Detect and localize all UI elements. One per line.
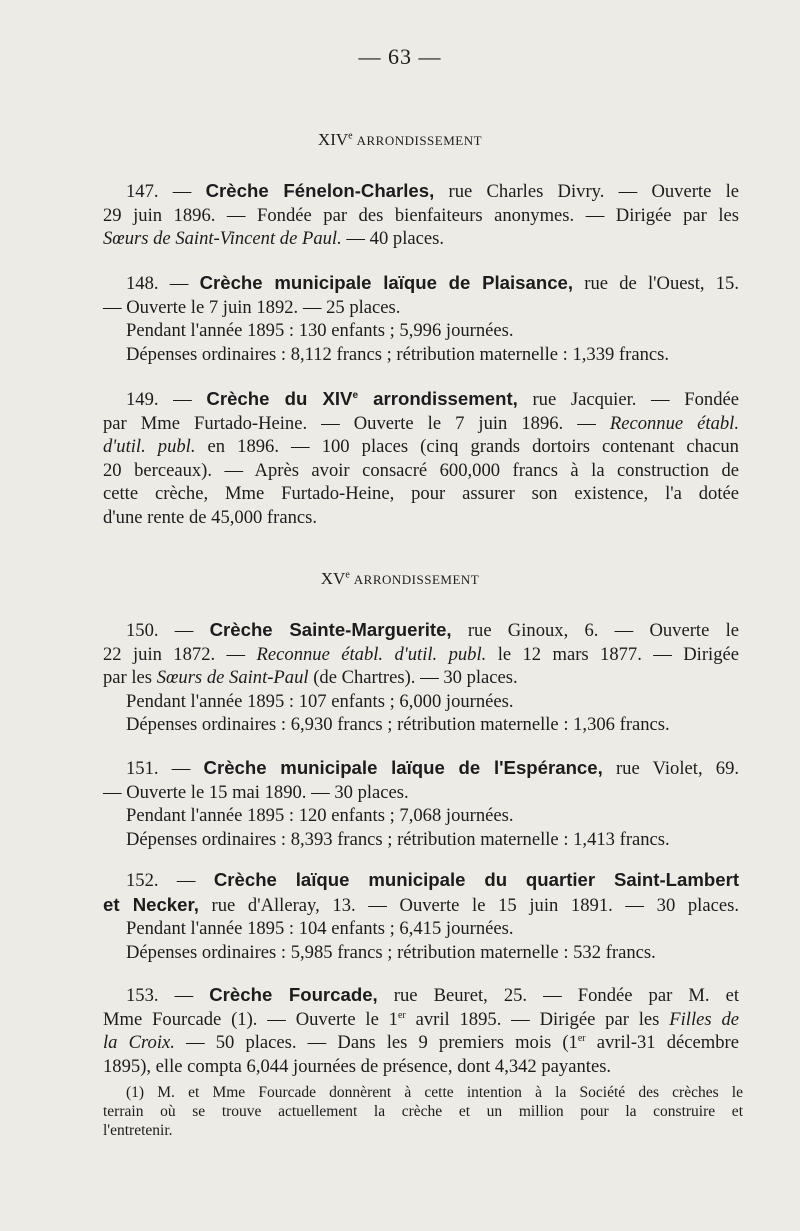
entry-151 [103, 756, 739, 851]
entry-line [103, 271, 739, 296]
section-word: ARRONDISSEMENT [353, 572, 480, 587]
entry-line: Pendant l'année 1895 : 130 enfants ; 5,996 journées. [126, 320, 514, 341]
entry-text: avril 1895. — Dirigée par les [415, 1008, 660, 1030]
entry-line: 1895), elle compta 6,044 journées de présence, dont 4,342 payantes. [103, 1055, 612, 1077]
entry-number: 153. — [126, 985, 194, 1006]
page-number: — 63 — [358, 44, 442, 69]
entry-italic: Sœurs de Saint-Paul [156, 667, 309, 688]
entry-number: 147. — [126, 181, 192, 202]
entry-152 [103, 868, 739, 964]
entry-line [103, 1008, 739, 1032]
entry-line: 20 berceaux). — Après avoir consacré 600,000 francs à la construction de [103, 459, 739, 481]
entry-line [103, 387, 739, 412]
entry-line [103, 618, 739, 643]
entry-line [103, 227, 739, 251]
entry-147 [103, 179, 739, 251]
entry-line: cette crèche, Mme Furtado-Heine, pour assurer son existence, l'a dotée [103, 483, 739, 504]
entry-number: 149. — [126, 389, 192, 410]
entry-text: rue Beuret, 25. — Fondée par M. et [393, 985, 740, 1006]
entry-148 [103, 271, 739, 366]
entry-line: d'une rente de 45,000 francs. [103, 506, 318, 528]
entry-text: le 12 mars 1877. — Dirigée [497, 643, 739, 665]
entry-line: Dépenses ordinaires : 6,930 francs ; rétribution maternelle : 1,306 francs. [126, 714, 670, 735]
entry-italic: Filles de [669, 1008, 739, 1030]
section-roman: XV [320, 569, 346, 588]
section-suffix: e [348, 130, 353, 142]
entry-text: — 50 places. — Dans les 9 premiers mois (1 [186, 1032, 578, 1053]
entry-153 [103, 983, 739, 1078]
entry-text: par les [103, 667, 153, 688]
entry-sup: er [397, 1009, 406, 1021]
entry-text: avril-31 décembre [596, 1032, 739, 1053]
entry-line: Pendant l'année 1895 : 120 enfants ; 7,068 journées. [126, 805, 514, 826]
entry-line: 29 juin 1896. — Fondée par des bienfaiteurs anonymes. — Dirigée par les [103, 204, 739, 226]
entry-text: rue de l'Ouest, 15. [584, 273, 739, 294]
creche-name: Crèche Fourcade, [209, 984, 378, 1005]
section-suffix: e [345, 569, 350, 581]
entry-line [103, 412, 739, 436]
creche-name [206, 388, 517, 409]
creche-name: Crèche municipale laïque de Plaisance, [199, 272, 574, 293]
creche-name-sup: e [352, 389, 358, 401]
creche-name: Crèche laïque municipale du quartier Saint-Lambert [213, 869, 740, 890]
entry-italic: Reconnue établ. [609, 412, 739, 434]
entry-line: Dépenses ordinaires : 5,985 francs ; rétribution maternelle : 532 francs. [126, 941, 656, 963]
entry-line: — Ouverte le 7 juin 1892. — 25 places. [103, 296, 401, 318]
entry-line: Pendant l'année 1895 : 107 enfants ; 6,000 journées. [126, 690, 514, 712]
footnote-line: (1) M. et Mme Fourcade donnèrent à cette intention à la Société des crèches le [126, 1084, 743, 1101]
entry-line: Dépenses ordinaires : 8,112 francs ; rétribution maternelle : 1,339 francs. [126, 343, 670, 365]
section-heading-xiv [0, 130, 800, 150]
entry-italic: d'util. publ. [103, 436, 196, 457]
creche-name: Crèche Fénelon-Charles, [205, 180, 435, 201]
footnote [103, 1083, 743, 1140]
entry-italic: Sœurs de Saint-Vincent de Paul. [103, 228, 342, 249]
entry-line [103, 893, 739, 918]
entry-text: rue Jacquier. — Fondée [532, 389, 740, 410]
entry-text: Mme Fourcade (1). — Ouverte le 1 [103, 1008, 398, 1030]
entry-line [103, 435, 739, 459]
entry-text: rue Violet, 69. [615, 758, 740, 779]
entry-text: 22 juin 1872. — [103, 643, 246, 665]
entry-number: 150. — [126, 620, 194, 641]
entry-line [103, 868, 739, 893]
creche-name: Crèche Sainte-Marguerite, [209, 619, 452, 640]
creche-name: et Necker, [103, 893, 199, 915]
entry-italic: la Croix. [103, 1032, 175, 1053]
entry-number: 151. — [126, 758, 191, 779]
creche-name-part: arrondissement, [373, 388, 518, 409]
entry-line [103, 1031, 739, 1055]
entry-line [103, 179, 739, 204]
creche-name-part: Crèche du XIV [206, 388, 353, 409]
entry-line [103, 666, 739, 690]
entry-line: Pendant l'année 1895 : 104 enfants ; 6,415 journées. [126, 918, 514, 939]
entry-line [103, 756, 739, 781]
entry-line: Dépenses ordinaires : 8,393 francs ; rétribution maternelle : 1,413 francs. [126, 828, 670, 850]
entry-sup: er [577, 1032, 586, 1044]
entry-text: rue d'Alleray, 13. — Ouverte le 15 juin 1891. — 30 places. [211, 894, 739, 916]
section-word: ARRONDISSEMENT [356, 133, 483, 148]
entry-text: — 40 places. [346, 228, 444, 249]
section-heading-xv [0, 569, 800, 589]
entry-text: par Mme Furtado-Heine. — Ouverte le 7 juin 1896. — [103, 412, 596, 434]
entry-text: rue Charles Divry. — Ouverte le [448, 181, 739, 202]
entry-text: en 1896. — 100 places (cinq grands dortoirs contenant chacun [207, 436, 739, 457]
section-roman: XIV [317, 130, 349, 149]
entry-italic: Reconnue établ. d'util. publ. [256, 643, 487, 665]
footnote-line: terrain où se trouve actuellement la crèche et un million pour la construire et [103, 1103, 743, 1120]
entry-150 [103, 618, 739, 737]
entry-number: 152. — [126, 870, 196, 891]
entry-number: 148. — [126, 273, 189, 294]
entry-text: (de Chartres). — 30 places. [313, 667, 518, 688]
entry-line [103, 643, 739, 667]
entry-149 [103, 387, 739, 529]
entry-line [103, 983, 739, 1008]
footnote-line: l'entretenir. [103, 1122, 173, 1139]
creche-name: Crèche municipale laïque de l'Espérance, [203, 757, 603, 778]
entry-text: rue Ginoux, 6. — Ouverte le [467, 620, 739, 641]
entry-line: — Ouverte le 15 mai 1890. — 30 places. [103, 781, 409, 803]
